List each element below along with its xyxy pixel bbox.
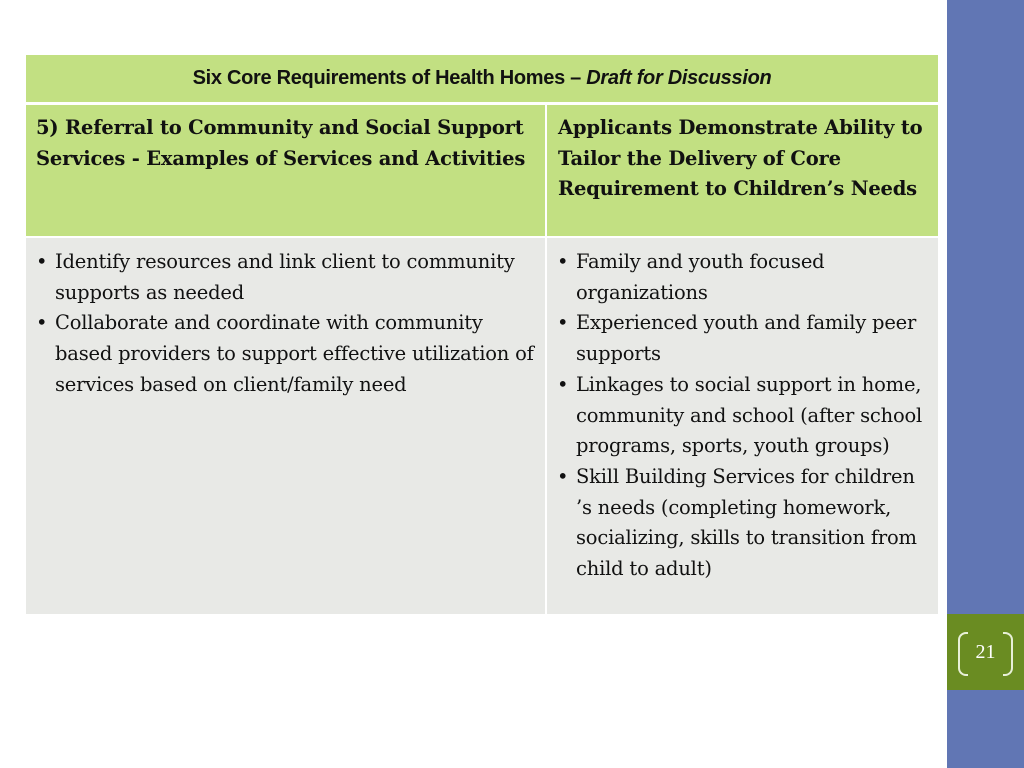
services-cell xyxy=(26,238,545,614)
page-number: 21 xyxy=(975,641,996,663)
table-title-emphasis: Draft for Discussion xyxy=(586,67,772,89)
page-number-badge xyxy=(947,614,1024,690)
content-row xyxy=(26,238,938,614)
list-item-text: Experienced youth and family peer supports xyxy=(576,311,917,366)
list-item-text: Linkages to social support in home, community and school (after school programs, sports, youth groups) xyxy=(576,372,923,458)
services-list xyxy=(34,247,537,401)
list-item-text: Identify resources and link client to community supports as needed xyxy=(55,250,515,304)
list-item xyxy=(34,247,537,308)
list-item-text: Family and youth focused organizations xyxy=(576,250,825,304)
bullet-icon: • xyxy=(557,372,569,396)
list-item-text: Collaborate and coordinate with community based providers to support effective utilization of services based on client/family need xyxy=(55,311,534,396)
list-item xyxy=(34,308,537,400)
right-bracket-icon xyxy=(1003,632,1013,676)
column-header-row xyxy=(26,105,938,236)
bullet-icon: • xyxy=(557,464,569,488)
children-needs-cell xyxy=(547,238,938,614)
bullet-icon: • xyxy=(36,250,48,273)
table-title xyxy=(26,55,938,102)
column-header-children-needs: Applicants Demonstrate Ability to Tailor the Delivery of Core Requirement to Children’s Needs xyxy=(547,105,938,236)
list-item xyxy=(555,462,930,585)
requirements-table xyxy=(26,55,938,614)
bullet-icon: • xyxy=(557,311,569,335)
bullet-icon: • xyxy=(557,250,569,273)
list-item xyxy=(555,370,930,462)
list-item xyxy=(555,247,930,308)
bullet-icon: • xyxy=(36,311,48,335)
children-needs-list xyxy=(555,247,930,585)
list-item xyxy=(555,308,930,369)
list-item-text: Skill Building Services for children ’s needs (completing homework, socializing, skills to transition from child to adult) xyxy=(576,464,917,581)
column-header-services: 5) Referral to Community and Social Support Services - Examples of Services and Activities xyxy=(26,105,545,236)
table-title-main: Six Core Requirements of Health Homes – xyxy=(192,67,581,89)
